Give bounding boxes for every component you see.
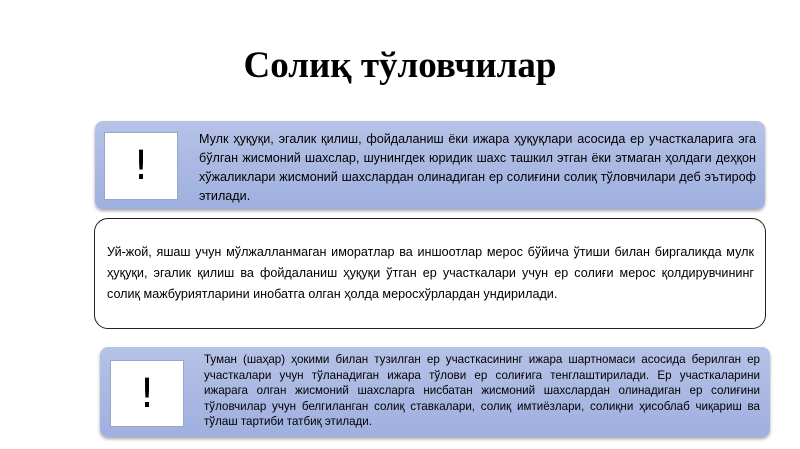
exclamation-icon: ! [110, 360, 184, 427]
info-block-3-text: Туман (шаҳар) ҳокими билан тузилган ер участкасининг ижара шартномаси асосида берилган ер участкалари учун тўланадиган ижара тўлови ер солиғига тенглаштирилади. Ер участкаларини ижарага олган жисмоний шахсларга нисбатан жисмоний шахслардан олинадиган ер солиғини тўловчилар учун белгиланган солиқ ставкалари, солиқ имтиёзлари, солиқни ҳисоблаб чиқариш ва тўлаш тартиби татбиқ этилади. [204, 353, 760, 429]
info-block-1-text: Мулк ҳуқуқи, эгалик қилиш, фойдаланиш ёки ижара ҳуқуқлари асосида ер участкаларига эга бўлган жисмоний шахслар, шунингдек юридик шахс ташкил этган ёки этмаган ҳолдаги деҳқон хўжаликлари жисмоний шахслардан олинадиган ер солиғини солиқ тўловчилари деб эътироф этилади. [199, 132, 756, 203]
exclamation-icon: ! [104, 132, 178, 200]
info-block-2-text: Уй-жой, яшаш учун мўлжалланмаган иморатлар ва иншоотлар мерос бўйича ўтиши билан биргаликда мулк ҳуқуқи, эгалик қилиш ва фойдаланиш ҳуқуқи ўтган ер участкалари учун ер солиғи мерос қолдирувчининг солиқ мажбуриятларини инобатга олган ҳолда меросхўрлардан ундирилади. [107, 245, 754, 301]
page-title: Солиқ тўловчилар [243, 45, 557, 86]
